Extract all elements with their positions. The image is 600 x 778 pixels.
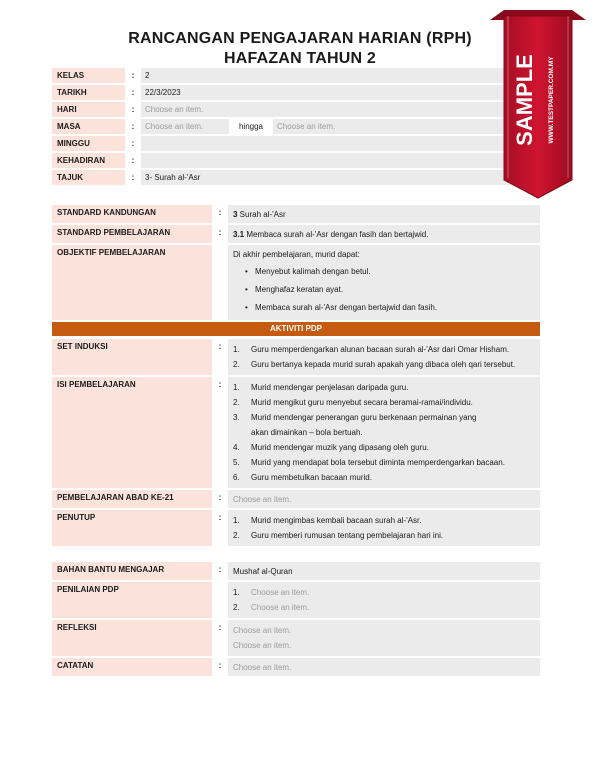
penutup-field[interactable] [228,510,540,546]
standard-pembelajaran-field[interactable] [228,225,540,243]
list-item: 5. Murid yang mendapat bola tersebut diminta memperdengarkan bacaan. [233,458,505,467]
colon: : [218,493,222,502]
list-item: 6. Guru membetulkan bacaan murid. [233,473,372,482]
list-item: 3. Murid mendengar penerangan guru berkenaan permainan yang akan dimainkan – bola bertuah. [233,413,477,437]
label-penutup: PENUTUP [52,510,212,546]
row-bbm [52,562,540,580]
kehadiran-field[interactable] [141,153,540,168]
list-item[interactable]: 1. Choose an item. [233,588,310,597]
info-row-tarikh [52,85,540,100]
sk-text: Surah al-'Asr [237,210,286,219]
list-item: • Membaca surah al-'Asr dengan bertajwid dan fasih. [233,299,535,317]
colon: : [131,88,135,97]
list-item: 1. Murid mendengar penjelasan daripada guru. [233,383,409,392]
penutup-list [233,513,535,543]
colon: : [218,342,222,351]
label-tarikh: TARIKH [52,85,125,100]
row-standard-kandungan [52,205,540,223]
label-isi-pembelajaran: ISI PEMBELAJARAN [52,377,212,488]
label-kelas: KELAS [52,68,125,83]
label-set-induksi: SET INDUKSI [52,339,212,375]
row-set-induksi [52,339,540,375]
colon: : [131,139,135,148]
info-row-kelas [52,68,540,83]
info-row-hari [52,102,540,117]
masa-to-dropdown[interactable]: Choose an item. [273,119,540,134]
label-tajuk: TAJUK [52,170,125,185]
label-standard-pembelajaran: STANDARD PEMBELAJARAN [52,225,212,243]
label-catatan: CATATAN [52,658,212,676]
colon: : [131,156,135,165]
row-objektif [52,245,540,320]
label-kehadiran: KEHADIRAN [52,153,125,168]
label-penilaian: PENILAIAN PDP [52,582,212,618]
sk-code: 3 [233,210,238,219]
abad-21-dropdown[interactable]: Choose an item. [228,490,540,508]
colon: : [131,173,135,182]
label-bbm: BAHAN BANTU MENGAJAR [52,562,212,580]
colon: : [131,122,135,131]
minggu-field[interactable] [141,136,540,151]
page-subtitle: HAFAZAN TAHUN 2 [223,50,377,67]
sp-code: 3.1 [233,230,245,239]
kelas-field[interactable]: 2 [141,68,540,83]
info-row-kehadiran [52,153,540,168]
row-refleksi [52,620,540,656]
label-masa: MASA [52,119,125,134]
refleksi-dropdown-2[interactable]: Choose an item. [233,641,292,650]
row-abad-21 [52,490,540,508]
row-catatan [52,658,540,676]
list-item: 1. Murid mengimbas kembali bacaan surah al-'Asr. [233,516,422,525]
refleksi-dropdown-1[interactable]: Choose an item. [233,626,292,635]
list-item: • Menyebut kalimah dengan betul. [233,263,535,281]
label-hari: HARI [52,102,125,117]
colon [212,582,228,618]
ribbon-url: WWW.TESTPAPER.COM.MY [548,56,555,144]
sample-ribbon [490,10,586,200]
standard-kandungan-field[interactable] [228,205,540,223]
label-refleksi: REFLEKSI [52,620,212,656]
row-penutup [52,510,540,546]
tajuk-field[interactable]: 3- Surah al-'Asr [141,170,540,185]
masa-from-dropdown[interactable]: Choose an item. [141,119,229,134]
list-item: 4. Murid mendengar muzik yang dipasang oleh guru. [233,443,429,452]
label-standard-kandungan: STANDARD KANDUNGAN [52,205,212,223]
list-item: 2. Guru bertanya kepada murid surah apakah yang dibaca oleh qari tersebut. [233,360,516,369]
hari-dropdown[interactable]: Choose an item. [141,102,540,117]
page-title: RANCANGAN PENGAJARAN HARIAN (RPH) [128,30,472,47]
objektif-intro: Di akhir pembelajaran, murid dapat: [233,250,360,259]
tarikh-field[interactable]: 22/3/2023 [141,85,540,100]
catatan-dropdown[interactable]: Choose an item. [228,658,540,676]
aktiviti-banner: AKTIVITI PDP [52,322,540,336]
set-induksi-field[interactable] [228,339,540,375]
row-standard-pembelajaran [52,225,540,243]
colon: : [218,623,222,632]
colon [212,245,228,320]
row-penilaian [52,582,540,618]
set-induksi-list [233,342,535,372]
colon: : [218,380,222,389]
info-row-masa [52,119,540,134]
refleksi-field[interactable] [228,620,540,656]
list-item[interactable]: 2. Choose an item. [233,603,310,612]
label-abad-21: PEMBELAJARAN ABAD KE-21 [52,490,212,508]
list-item: 2. Murid mengikut guru menyebut secara beramai-ramai/individu. [233,398,473,407]
objektif-field[interactable] [228,245,540,320]
bbm-field[interactable]: Mushaf al-Quran [228,562,540,580]
list-item: 1. Guru memperdengarkan alunan bacaan surah al-'Asr dari Omar Hisham. [233,345,510,354]
penilaian-field[interactable] [228,582,540,618]
info-table [52,68,540,187]
colon: : [218,208,222,217]
colon: : [131,105,135,114]
info-row-minggu [52,136,540,151]
colon: : [218,228,222,237]
list-item: • Menghafaz keratan ayat. [233,281,535,299]
label-minggu: MINGGU [52,136,125,151]
colon: : [218,661,222,670]
isi-pembelajaran-field[interactable] [228,377,540,488]
penilaian-list [233,585,535,615]
sp-text: Membaca surah al-'Asr dengan fasih dan bertajwid. [244,230,429,239]
lesson-table [52,205,540,678]
isi-list [233,380,535,485]
masa-separator: hingga [238,122,264,131]
ribbon-label: SAMPLE [512,54,537,146]
row-isi-pembelajaran [52,377,540,488]
colon: : [218,513,222,522]
info-row-tajuk [52,170,540,185]
objektif-list [233,263,535,317]
colon: : [218,565,222,574]
colon: : [131,71,135,80]
list-item: 2. Guru memberi rumusan tentang pembelajaran hari ini. [233,531,444,540]
label-objektif: OBJEKTIF PEMBELAJARAN [52,245,212,320]
